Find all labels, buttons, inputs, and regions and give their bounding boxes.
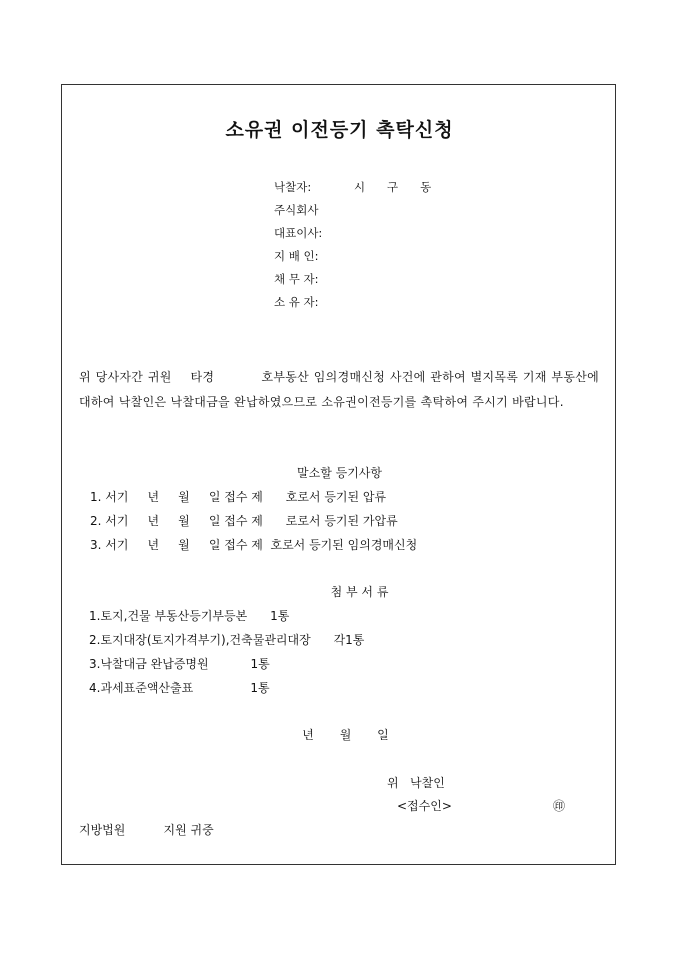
attach-item: 2.토지대장(토지가격부기),건축물관리대장 각1통	[89, 633, 365, 647]
signer-line: 위 낙찰인	[387, 776, 445, 790]
cancel-item: 2. 서기 년 월 일 접수 제 로로서 등기된 가압류	[90, 514, 398, 528]
party-label: 소 유 자:	[274, 295, 319, 309]
cancel-section-title: 말소할 등기사항	[297, 466, 382, 480]
cancel-item: 1. 서기 년 월 일 접수 제 호로서 등기된 압류	[90, 490, 387, 504]
party-label: 지 배 인:	[274, 249, 319, 263]
party-company	[274, 202, 318, 218]
cancel-item: 3. 서기 년 월 일 접수 제 호로서 등기된 임의경매신청	[90, 538, 418, 552]
attach-section-title: 첨 부 서 류	[330, 585, 389, 599]
party-label: 낙찰자:	[274, 180, 312, 194]
attach-item: 1.토지,건물 부동산등기부등본 1통	[89, 609, 290, 623]
seal-mark: ㊞	[553, 799, 566, 813]
court-recipient: 지방법원 지원 귀중	[79, 823, 214, 837]
request-body-text: 위 당사자간 귀원 타경 호부동산 임의경매신청 사건에 관하여 별지목록 기재 부동산에 대하여 낙찰인은 낙찰대금을 완납하였으므로 소유권이전등기를 촉탁하여 주시기 바랍니다.	[79, 370, 604, 409]
receiver-line: <접수인>	[397, 799, 452, 813]
date-line: 년 월 일	[302, 728, 389, 742]
document-page	[61, 84, 616, 865]
party-buyer	[274, 179, 432, 195]
party-value: 시 구 동	[354, 180, 432, 194]
attach-item: 3.낙찰대금 완납증명원 1통	[89, 657, 270, 671]
party-debtor	[274, 271, 319, 287]
party-owner	[274, 294, 319, 310]
party-manager	[274, 248, 319, 264]
party-label: 대표이사:	[274, 226, 323, 240]
attach-item: 4.과세표준액산출표 1통	[89, 681, 270, 695]
party-ceo	[274, 225, 322, 241]
party-label: 주식회사	[274, 203, 319, 217]
party-label: 채 무 자:	[274, 272, 319, 286]
document-title: 소유권 이전등기 촉탁신청	[225, 119, 454, 141]
